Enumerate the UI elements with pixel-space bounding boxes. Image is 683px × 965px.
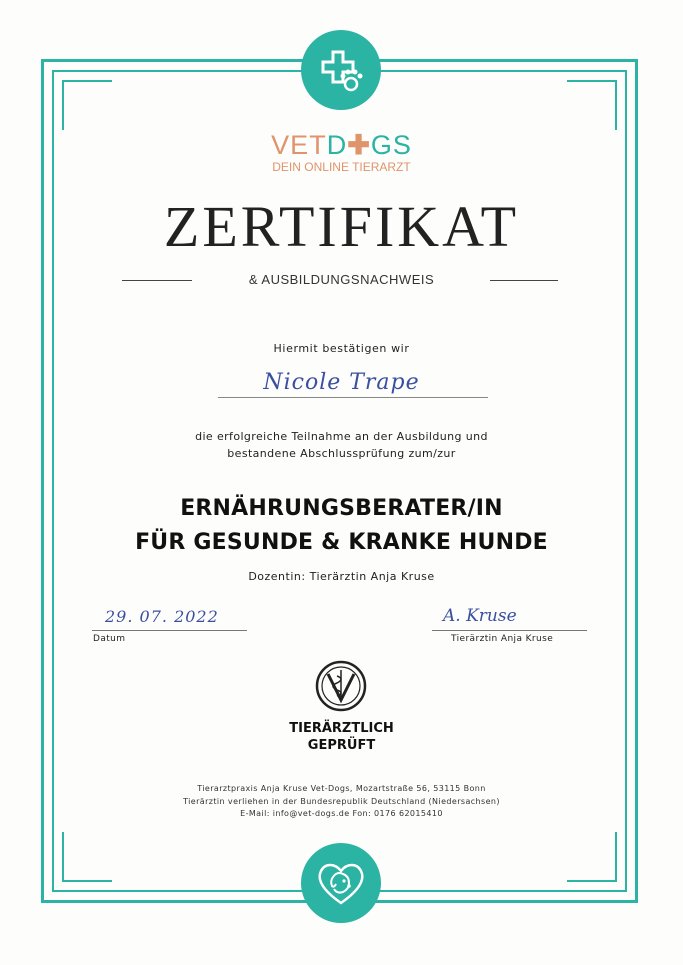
corner-accent — [567, 80, 617, 82]
brand-dogs-rest: GS — [370, 130, 412, 160]
date-label: Datum — [93, 634, 126, 644]
brand-dogs-d: D — [326, 130, 348, 160]
seal-line-1: TIERÄRZTLICH — [289, 721, 394, 736]
veterinary-seal-icon — [315, 660, 367, 712]
brand-tagline: DEIN ONLINE TIERARZT — [272, 160, 411, 174]
seal-text — [0, 720, 683, 754]
footer-info — [0, 783, 683, 821]
certificate-subtitle: & AUSBILDUNGSNACHWEIS — [248, 272, 435, 287]
seal-line-2: GEPRÜFT — [307, 738, 376, 753]
medical-cross-paw-icon — [301, 30, 381, 110]
course-line-1: ERNÄHRUNGSBERATER/IN — [180, 496, 503, 521]
corner-accent — [62, 880, 112, 882]
corner-accent — [62, 80, 64, 130]
brand-vet: VET — [271, 130, 327, 160]
lecturer-text: Dozentin: Tierärztin Anja Kruse — [248, 570, 435, 583]
brand-logo — [0, 130, 683, 161]
corner-accent — [615, 832, 617, 882]
confirmation-text: Hiermit bestätigen wir — [273, 342, 410, 355]
corner-accent — [62, 80, 112, 82]
footer-line-3: E-Mail: info@vet-dogs.de Fon: 0176 62015410 — [240, 809, 443, 818]
recipient-name: Nicole Trape — [263, 370, 420, 395]
participation-text — [0, 428, 683, 462]
course-line-2: FÜR GESUNDE & KRANKE HUNDE — [135, 530, 548, 555]
corner-accent — [62, 832, 64, 882]
name-underline — [218, 397, 488, 398]
date-value: 29. 07. 2022 — [105, 607, 219, 626]
course-title — [0, 492, 683, 560]
corner-accent — [615, 80, 617, 130]
corner-accent — [567, 880, 617, 882]
date-underline — [92, 630, 247, 631]
participation-line-2: bestandene Abschlussprüfung zum/zur — [227, 447, 456, 460]
footer-line-2: Tierärztin verliehen in der Bundesrepublik Deutschland (Niedersachsen) — [183, 796, 500, 806]
signature-underline — [432, 630, 587, 631]
signature: A. Kruse — [443, 606, 517, 626]
brand-cross-icon: ✚ — [347, 130, 371, 160]
participation-line-1: die erfolgreiche Teilnahme an der Ausbildung und — [195, 430, 488, 443]
certificate-title: ZERTIFIKAT — [163, 194, 520, 259]
footer-line-1: Tierarztpraxis Anja Kruse Vet-Dogs, Mozartstraße 56, 53115 Bonn — [197, 784, 486, 793]
heart-dog-icon — [301, 843, 381, 923]
signature-label: Tierärztin Anja Kruse — [451, 634, 554, 644]
